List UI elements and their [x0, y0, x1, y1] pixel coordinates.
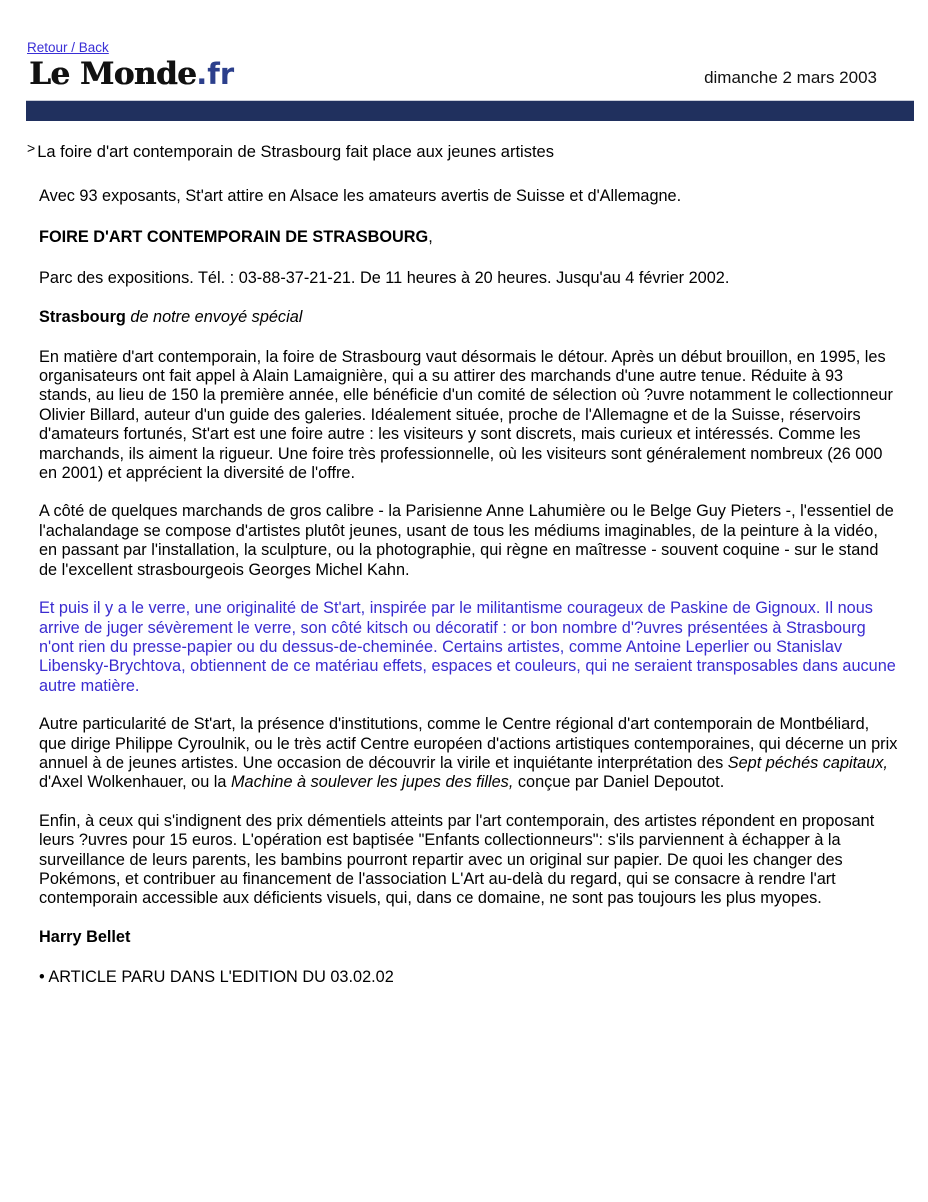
- logo-tld: .fr: [196, 57, 235, 91]
- header-divider-bar: [26, 100, 914, 121]
- publication-date: dimanche 2 mars 2003: [704, 68, 877, 87]
- paragraph-4: [39, 715, 899, 793]
- logo-wordmark: Le Monde: [29, 56, 197, 92]
- author-name: Harry Bellet: [39, 927, 131, 946]
- le-monde-logo: [29, 56, 234, 92]
- event-title: [39, 228, 899, 247]
- paragraph-4-text-b: d'Axel Wolkenhauer, ou la: [39, 773, 231, 792]
- paragraph-2: A côté de quelques marchands de gros calibre - la Parisienne Anne Lahumière ou le Belge Guy Pieters -, l'essentiel de l'achalandage se compose d'artistes plutôt jeunes, usant de tous les médiums imaginables, de la peinture à la vidéo, en passant par l'installation, la sculpture, ou la photographie, qui règne en maîtresse - souvent coquine - sur le stand de l'excellent strasbourgeois Georges Michel Kahn.: [39, 502, 894, 579]
- chevron-right-icon: >: [27, 140, 36, 156]
- edition-footnote-text: ARTICLE PARU DANS L'EDITION DU 03.02.02: [48, 968, 394, 987]
- event-name: FOIRE D'ART CONTEMPORAIN DE STRASBOURG: [39, 228, 429, 247]
- event-title-comma: ,: [428, 228, 433, 247]
- article-subtitle: Avec 93 exposants, St'art attire en Alsace les amateurs avertis de Suisse et d'Allemagne.: [39, 187, 682, 205]
- article-headline: [27, 140, 554, 162]
- work-title-sept-peches: Sept péchés capitaux,: [727, 753, 888, 772]
- paragraph-4-text-a: Autre particularité de St'art, la présence d'institutions, comme le Centre régional d'art contemporain de Montbéliard, que dirige Philippe Cyroulnik, ou le très actif Centre européen d'actions artistiques contemporaines, qui décerne un prix annuel à de jeunes artistes. Une occasion de découvrir la virile et inquiétante interprétation des: [39, 715, 898, 772]
- edition-footnote: [39, 968, 899, 987]
- dateline-place: Strasbourg: [39, 308, 126, 327]
- paragraph-1: En matière d'art contemporain, la foire de Strasbourg vaut désormais le détour. Après un début brouillon, en 1995, les organisateurs ont fait appel à Alain Lamaignière, qui a su attirer des marchands d'une autre tenue. Réduite à 93 stands, au lieu de 150 la première année, elle bénéficie d'un comité de sélection où ?uvre notamment le collectionneur Olivier Billard, auteur d'un guide des galeries. Idéalement située, proche de l'Allemagne et de la Suisse, réservoirs d'amateurs fortunés, St'art est une foire autre : les visiteurs y sont discrets, mais curieux et intéressés. Comme les marchands, ils aiment la rigueur. Une foire très professionnelle, où les visiteurs sont généralement nombreux (26 000 en 2001) et apprécient la diversité de l'offre.: [39, 347, 893, 483]
- paragraph-5: Enfin, à ceux qui s'indignent des prix démentiels atteints par l'art contemporain, des artistes répondent en proposant leurs ?uvres pour 15 euros. L'opération est baptisée "Enfants collectionneurs": s'ils parviennent à échapper à la surveillance de leurs parents, les bambins pourront repartir avec un original sur papier. De quoi les changer des Pokémons, et contribuer au financement de l'association L'Art au-delà du regard, qui se consacre à rendre l'art contemporain accessible aux déficients visuels, qui, dans ce domaine, ne sont pas toujours les plus myopes.: [39, 811, 875, 908]
- event-info: Parc des expositions. Tél. : 03-88-37-21-21. De 11 heures à 20 heures. Jusqu'au 4 février 2002.: [39, 268, 730, 287]
- paragraph-4-text-c: conçue par Daniel Depoutot.: [513, 773, 725, 792]
- article-body: [39, 187, 899, 1007]
- back-link[interactable]: Retour / Back: [27, 40, 109, 55]
- dateline-byline: de notre envoyé spécial: [130, 308, 303, 327]
- work-title-machine: Machine à soulever les jupes des filles,: [230, 773, 514, 792]
- bullet-icon: •: [39, 968, 45, 987]
- headline-text: La foire d'art contemporain de Strasbourg fait place aux jeunes artistes: [37, 143, 554, 161]
- dateline: [39, 308, 899, 327]
- paragraph-3-highlighted: Et puis il y a le verre, une originalité de St'art, inspirée par le militantisme courageux de Paskine de Gignoux. Il nous arrive de juger sévèrement le verre, son côté kitsch ou décoratif : or bon nombre d'?uvres présentées à Strasbourg n'ont rien du presse-papier ou du dessus-de-cheminée. Certains artistes, comme Antoine Leperlier ou Stanislav Libensky-Brychtova, obtiennent de ce matériau effets, espaces et couleurs, qui ne seraient transposables dans aucune autre matière.: [39, 599, 896, 695]
